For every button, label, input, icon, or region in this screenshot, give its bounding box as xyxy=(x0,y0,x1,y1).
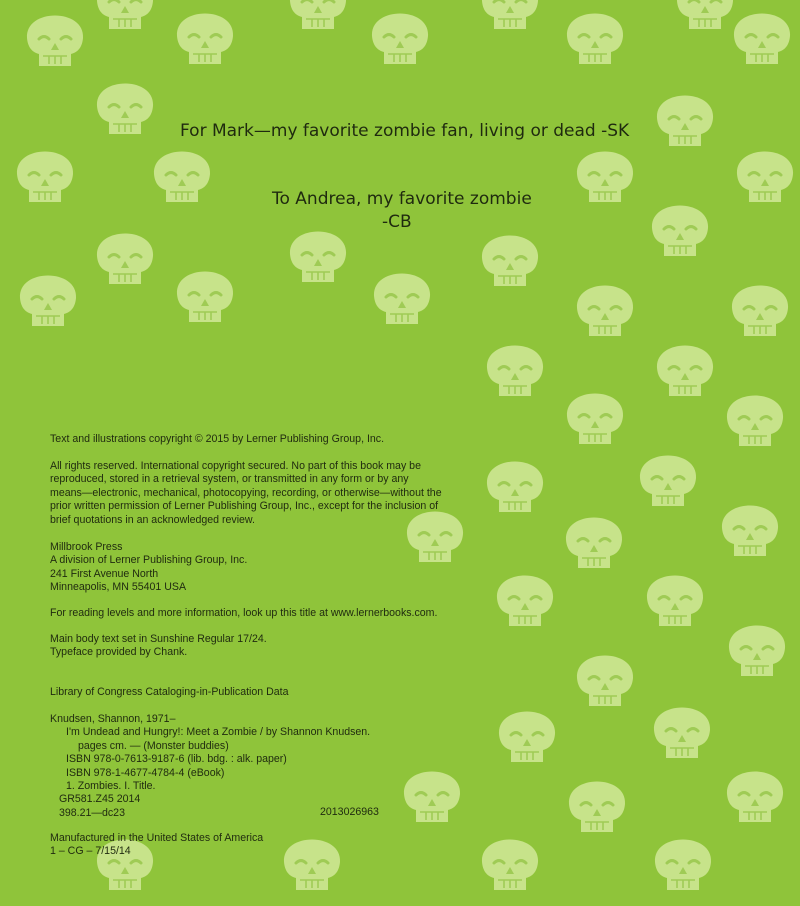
cip-lccn: 2013026963 xyxy=(320,806,379,818)
manufacturing-info xyxy=(50,832,263,859)
skull-icon xyxy=(497,576,553,627)
cip-dewey: 398.21—dc23 xyxy=(59,806,125,819)
skull-icon xyxy=(97,84,153,135)
cip-isbn-print: ISBN 978-0-7613-9187-6 (lib. bdg. : alk. paper) xyxy=(66,753,287,766)
skull-icon xyxy=(737,152,793,203)
cip-isbn-ebook: ISBN 978-1-4677-4784-4 (eBook) xyxy=(66,766,225,779)
skull-icon xyxy=(647,576,703,627)
skull-icon xyxy=(577,286,633,337)
cip-subjects: 1. Zombies. I. Title. xyxy=(66,779,156,792)
skull-icon xyxy=(372,14,428,65)
rights-line: All rights reserved. International copyright secured. No part of this book may be xyxy=(50,460,421,472)
skull-icon xyxy=(177,14,233,65)
skull-icon xyxy=(734,14,790,65)
skull-icon xyxy=(654,708,710,759)
skull-icon xyxy=(482,840,538,891)
skull-icon xyxy=(482,236,538,287)
cip-header: Library of Congress Cataloging-in-Publication Data xyxy=(50,686,289,698)
skull-icon xyxy=(657,96,713,147)
typeface-line: Typeface provided by Chank. xyxy=(50,646,188,659)
skull-icon xyxy=(482,0,538,29)
skull-icon xyxy=(727,396,783,447)
skull-icon xyxy=(499,712,555,763)
skull-icon xyxy=(487,462,543,513)
copyright-notice: Text and illustrations copyright © 2015 by Lerner Publishing Group, Inc. xyxy=(50,433,385,445)
cip-title: I'm Undead and Hungry!: Meet a Zombie / by Shannon Knudsen. xyxy=(66,726,371,739)
rights-line: means—electronic, mechanical, photocopying, recording, or otherwise—without the xyxy=(50,486,442,499)
rights-line: reproduced, stored in a retrieval system, or transmitted in any form or by any xyxy=(50,473,409,486)
rights-line: brief quotations in an acknowledged review. xyxy=(50,513,255,526)
skull-icon xyxy=(577,152,633,203)
cip-pages: pages cm. — (Monster buddies) xyxy=(78,739,229,752)
cip-lc-class: GR581.Z45 2014 xyxy=(59,793,141,806)
skull-icon xyxy=(17,152,73,203)
skull-icon xyxy=(374,274,430,325)
publisher-address xyxy=(50,541,247,595)
dedication-signature: -CB xyxy=(382,212,412,232)
publisher-division: A division of Lerner Publishing Group, Inc. xyxy=(50,554,248,567)
cip-data xyxy=(50,713,370,820)
skull-icon xyxy=(27,16,83,67)
skull-icon xyxy=(567,14,623,65)
skull-icon xyxy=(20,276,76,327)
skull-icon xyxy=(722,506,778,557)
skull-icon xyxy=(290,232,346,283)
reading-levels-note: For reading levels and more information, look up this title at www.lernerbooks.com. xyxy=(50,607,438,619)
dedication-line-2: To Andrea, my favorite zombie xyxy=(272,189,532,209)
typeface-note xyxy=(50,633,267,660)
typeface-line: Main body text set in Sunshine Regular 17/24. xyxy=(50,633,267,645)
skull-icon xyxy=(290,0,346,29)
rights-line: prior written permission of Lerner Publishing Group, Inc., except for the inclusion of xyxy=(50,500,439,513)
skull-icon xyxy=(487,346,543,397)
rights-statement xyxy=(50,460,442,527)
skull-icon xyxy=(732,286,788,337)
skull-icon xyxy=(566,518,622,569)
skull-icon xyxy=(569,782,625,833)
publisher-street: 241 First Avenue North xyxy=(50,567,159,580)
skull-icon xyxy=(97,0,153,29)
manufactured-country: Manufactured in the United States of America xyxy=(50,832,264,844)
skull-icon xyxy=(729,626,785,677)
skull-icon xyxy=(640,456,696,507)
skull-icon xyxy=(577,656,633,707)
skull-icon xyxy=(657,346,713,397)
skull-icon xyxy=(567,394,623,445)
skull-icon xyxy=(284,840,340,891)
publisher-name: Millbrook Press xyxy=(50,541,123,553)
skull-icon xyxy=(652,206,708,257)
publisher-city: Minneapolis, MN 55401 USA xyxy=(50,581,187,594)
skull-icon xyxy=(677,0,733,29)
skull-icon xyxy=(655,840,711,891)
dedication-line-1: For Mark—my favorite zombie fan, living or dead -SK xyxy=(180,121,630,141)
cip-author: Knudsen, Shannon, 1971– xyxy=(50,713,176,725)
skull-icon xyxy=(154,152,210,203)
skull-icon xyxy=(97,234,153,285)
skull-icon xyxy=(727,772,783,823)
skull-icon xyxy=(404,772,460,823)
skull-icon xyxy=(177,272,233,323)
print-run-code: 1 – CG – 7/15/14 xyxy=(50,845,131,858)
